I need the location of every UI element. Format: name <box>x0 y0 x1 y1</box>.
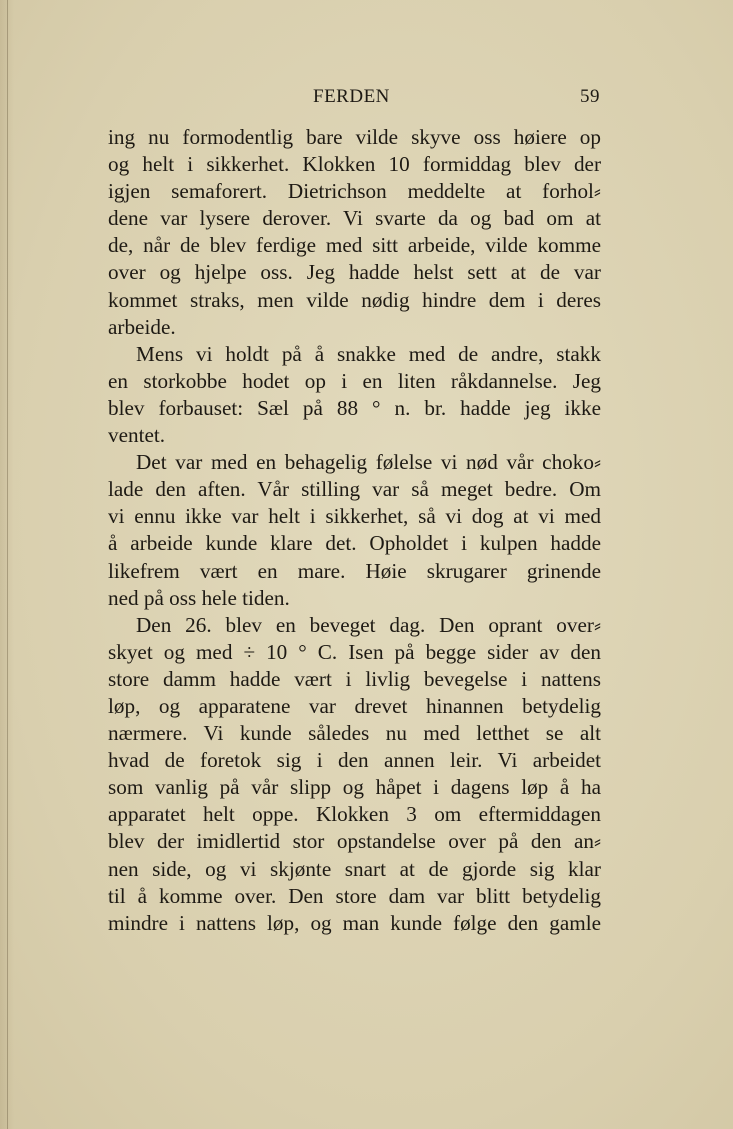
text-line: lade den aften. Vår stilling var så meget bedre. Om <box>108 477 601 502</box>
body-text <box>108 124 601 937</box>
text-line: dene var lysere derover. Vi svarte da og bad om at <box>108 206 601 231</box>
text-line: ing nu formodentlig bare vilde skyve oss høiere op <box>108 125 601 149</box>
text-line: en storkobbe hodet op i en liten råkdannelse. Jeg <box>108 368 601 393</box>
text-line: vi ennu ikke var helt i sikkerhet, så vi dog at vi med <box>108 504 601 529</box>
text-line: blev der imidlertid stor opstandelse over på den an⸗ <box>108 829 601 854</box>
text-line: over og hjelpe oss. Jeg hadde helst sett at de var <box>108 260 601 285</box>
text-line: apparatet helt oppe. Klokken 3 om eftermiddagen <box>108 802 601 827</box>
page-number: 59 <box>580 86 600 107</box>
paragraph-end-line: ventet. <box>108 423 166 448</box>
page-edge <box>7 0 8 1129</box>
text-line: skyet og med ÷ 10 ° C. Isen på begge sider av den <box>108 639 601 664</box>
paragraph-end-line: arbeide. <box>108 314 176 339</box>
text-line: igjen semaforert. Dietrichson meddelte at forhol⸗ <box>108 179 601 204</box>
text-line: mindre i nattens løp, og man kunde følge den gamle <box>108 910 601 935</box>
paragraph-end-line: ned på oss hele tiden. <box>108 585 290 610</box>
text-line: til å komme over. Den store dam var blitt betydelig <box>108 883 601 908</box>
text-line: de, når de blev ferdige med sitt arbeide, vilde komme <box>108 233 601 258</box>
text-line: som vanlig på vår slipp og håpet i dagens løp å ha <box>108 775 601 800</box>
text-line: likefrem vært en mare. Høie skrugarer grinende <box>108 558 601 583</box>
text-line: blev forbauset: Sæl på 88 ° n. br. hadde jeg ikke <box>108 395 601 420</box>
text-line: hvad de foretok sig i den annen leir. Vi arbeidet <box>108 748 601 773</box>
running-head <box>108 86 600 112</box>
paragraph-start-line: Mens vi holdt på å snakke med de andre, stakk <box>136 341 601 366</box>
text-line: nen side, og vi skjønte snart at de gjorde sig klar <box>108 856 601 881</box>
text-line: nærmere. Vi kunde således nu med letthet se alt <box>108 721 601 746</box>
text-line: store damm hadde vært i livlig bevegelse i nattens <box>108 666 601 691</box>
text-line: å arbeide kunde klare det. Opholdet i kulpen hadde <box>108 531 601 556</box>
text-line: og helt i sikkerhet. Klokken 10 formiddag blev der <box>108 152 601 177</box>
running-title: FERDEN <box>313 86 390 107</box>
paragraph-start-line: Det var med en behagelig følelse vi nød vår choko⸗ <box>136 450 601 475</box>
text-line: løp, og apparatene var drevet hinannen betydelig <box>108 693 601 718</box>
text-line: kommet straks, men vilde nødig hindre dem i deres <box>108 287 601 312</box>
paragraph-start-line: Den 26. blev en beveget dag. Den oprant over⸗ <box>136 612 601 637</box>
